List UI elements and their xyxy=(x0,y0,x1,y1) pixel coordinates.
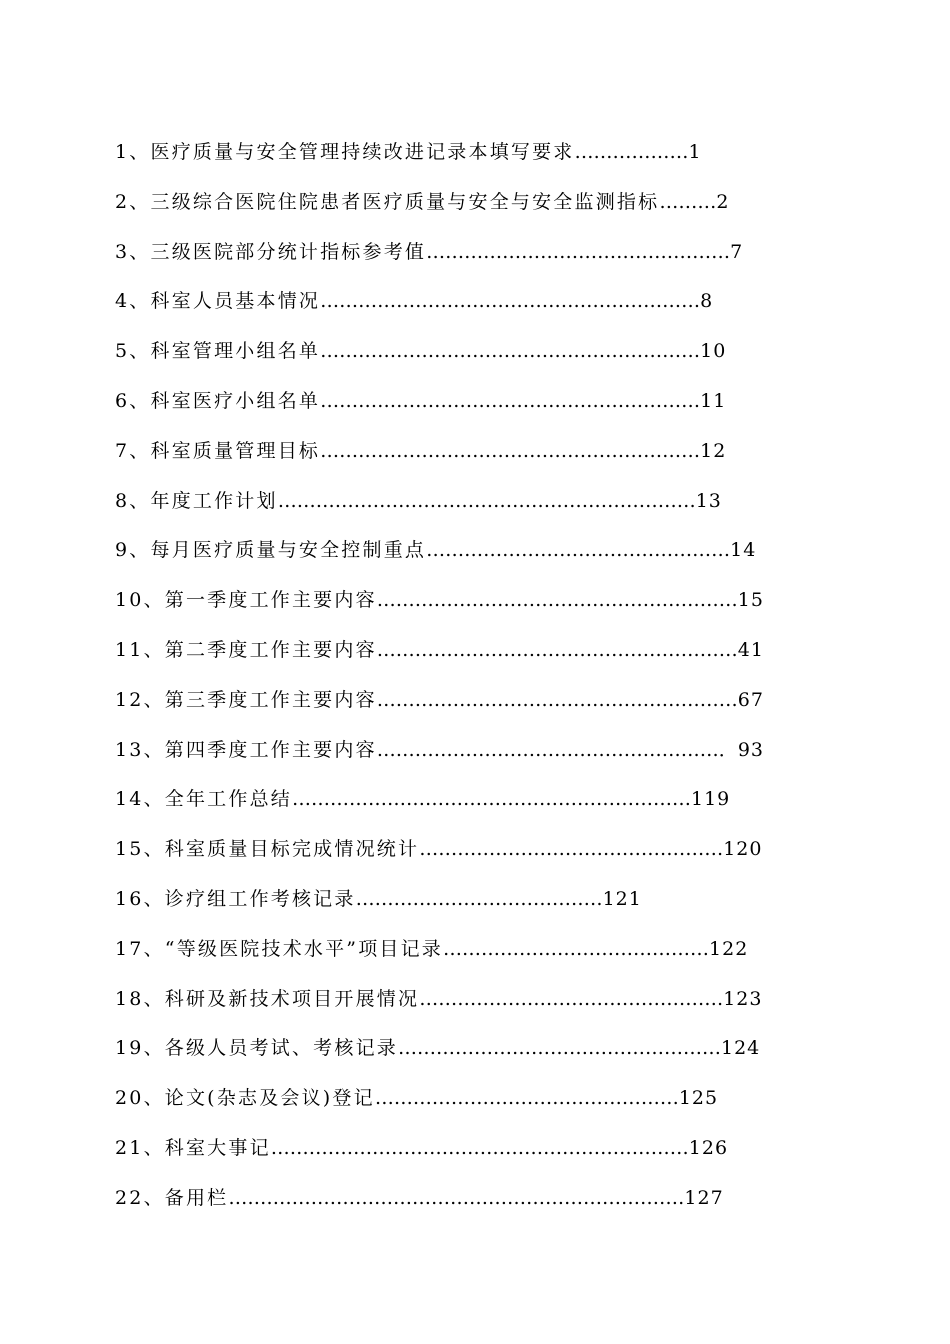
toc-entry-number: 8、 xyxy=(115,489,151,512)
toc-entry-page-number: 11 xyxy=(700,389,727,412)
toc-entry-page-number: 119 xyxy=(690,788,731,811)
toc-entry-title: 科室质量管理目标 xyxy=(150,439,321,462)
toc-entry-leader: ……………………………………………………… xyxy=(291,788,691,811)
toc-entry-title: 每月医疗质量与安全控制重点 xyxy=(150,539,427,562)
toc-entry-title: 医疗质量与安全管理持续改进记录本填写要求 xyxy=(150,141,575,163)
toc-entry-leader: ………………………………………………． xyxy=(376,738,738,761)
toc-entry-page-number: 10 xyxy=(700,340,727,363)
toc-entry-number: 10、 xyxy=(115,589,165,612)
toc-entry-page-number: 93 xyxy=(737,738,764,761)
toc-entry-page-number: 13 xyxy=(695,489,722,512)
toc-entry-page-number: 67 xyxy=(737,688,764,711)
toc-entry-number: 21、 xyxy=(115,1136,165,1159)
toc-entry-title: 第三季度工作主要内容 xyxy=(164,688,377,711)
toc-entry-leader: ……… xyxy=(659,190,717,213)
toc-entry-title: 三级综合医院住院患者医疗质量与安全与安全监测指标 xyxy=(150,190,660,213)
toc-entry-leader: …………………………………… xyxy=(443,937,710,960)
toc-entry-leader: …………………………………………… xyxy=(397,1037,721,1060)
toc-entry-leader: ………………………………………………… xyxy=(376,638,738,661)
toc-entry-title: 第四季度工作主要内容 xyxy=(164,738,377,761)
toc-entry[interactable] xyxy=(115,336,835,386)
toc-entry-title: 诊疗组工作考核记录 xyxy=(164,887,356,910)
toc-entry-title: 全年工作总结 xyxy=(164,788,292,811)
toc-entry-number: 20、 xyxy=(115,1087,165,1110)
toc-entry-page-number: 123 xyxy=(723,987,763,1010)
toc-entry-number: 5、 xyxy=(115,340,151,363)
toc-entry-page-number: 126 xyxy=(688,1136,729,1159)
toc-entry-leader: ………………………………………… xyxy=(426,240,731,263)
toc-entry-page-number: 127 xyxy=(684,1186,724,1209)
toc-entry-page-number: 125 xyxy=(678,1087,719,1110)
toc-entry-page-number: 2 xyxy=(716,190,730,213)
toc-entry-number: 1、 xyxy=(115,141,151,163)
toc-entry[interactable] xyxy=(115,984,835,1034)
toc-entry[interactable] xyxy=(115,685,835,735)
toc-entry-number: 19、 xyxy=(115,1037,165,1060)
toc-entry[interactable] xyxy=(115,1083,835,1133)
toc-entry-page-number: 8 xyxy=(700,290,714,313)
toc-entry-leader: …………………………………………………… xyxy=(320,290,701,313)
toc-entry-leader: ……………………………………………………………… xyxy=(228,1186,685,1209)
toc-entry[interactable] xyxy=(115,486,835,536)
toc-entry-leader: ………………………………… xyxy=(355,887,603,910)
toc-entry-leader: ………………………………………… xyxy=(419,838,724,861)
toc-entry-page-number: 41 xyxy=(737,638,764,661)
toc-entry[interactable] xyxy=(115,1033,835,1083)
toc-entry-number: 12、 xyxy=(115,688,165,711)
toc-entry-title: 科室质量目标完成情况统计 xyxy=(164,838,420,861)
toc-entry-page-number: 7 xyxy=(730,240,744,263)
toc-entry-title: 论文(杂志及会议)登记 xyxy=(164,1087,375,1110)
toc-entry-page-number: 12 xyxy=(700,439,727,462)
toc-entry[interactable] xyxy=(115,137,835,187)
toc-entry[interactable] xyxy=(115,187,835,237)
toc-entry-number: 14、 xyxy=(115,788,165,811)
toc-entry-leader: ……………… xyxy=(574,141,689,163)
toc-entry[interactable] xyxy=(115,1183,835,1233)
toc-entry[interactable] xyxy=(115,884,835,934)
toc-entry-leader: ………………………………………… xyxy=(419,987,724,1010)
toc-entry-number: 4、 xyxy=(115,290,151,313)
toc-entry-leader: ………………………………………… xyxy=(374,1087,679,1110)
toc-entry[interactable] xyxy=(115,436,835,486)
toc-entry-number: 2、 xyxy=(115,190,151,213)
toc-entry-number: 7、 xyxy=(115,439,151,462)
toc-entry-title: 科室人员基本情况 xyxy=(150,290,321,313)
toc-entry-number: 18、 xyxy=(115,987,165,1010)
toc-entry-page-number: 124 xyxy=(720,1037,761,1060)
toc-entry-number: 15、 xyxy=(115,838,165,861)
toc-entry-page-number: 15 xyxy=(737,589,764,612)
toc-entry[interactable] xyxy=(115,735,835,785)
toc-entry-leader: …………………………………………………… xyxy=(320,389,701,412)
toc-entry-leader: ………………………………………… xyxy=(426,539,731,562)
toc-entry-number: 17、 xyxy=(115,937,165,960)
toc-entry-number: 6、 xyxy=(115,389,151,412)
toc-entry-title: 第一季度工作主要内容 xyxy=(164,589,377,612)
toc-entry[interactable] xyxy=(115,286,835,336)
toc-entry[interactable] xyxy=(115,386,835,436)
toc-entry-title: 科室大事记 xyxy=(164,1136,271,1159)
toc-entry-number: 3、 xyxy=(115,240,151,263)
toc-entry-number: 22、 xyxy=(115,1186,165,1209)
toc-entry[interactable] xyxy=(115,237,835,287)
toc-entry-leader: …………………………………………………… xyxy=(320,439,701,462)
toc-entry-page-number: 121 xyxy=(602,887,642,910)
toc-entry-title: 科室管理小组名单 xyxy=(150,340,321,363)
toc-entry[interactable] xyxy=(115,834,835,884)
toc-entry-page-number: 122 xyxy=(709,937,749,960)
toc-entry-title: 科研及新技术项目开展情况 xyxy=(164,987,420,1010)
toc-entry-leader: ………………………………………………………… xyxy=(277,489,696,512)
toc-entry-leader: …………………………………………………… xyxy=(320,340,701,363)
toc-entry[interactable] xyxy=(115,535,835,585)
toc-entry[interactable] xyxy=(115,1133,835,1183)
toc-entry-title: 年度工作计划 xyxy=(150,489,278,512)
toc-entry-title: 各级人员考试、考核记录 xyxy=(164,1037,398,1060)
toc-entry-page-number: 120 xyxy=(723,838,763,861)
toc-entry-leader: ………………………………………………… xyxy=(376,589,738,612)
toc-entry-leader: ………………………………………………………… xyxy=(270,1136,689,1159)
toc-entry-number: 13、 xyxy=(115,738,165,761)
toc-entry-page-number: 1 xyxy=(688,141,702,163)
toc-entry-title: 备用栏 xyxy=(164,1186,229,1209)
toc-entry-title: 第二季度工作主要内容 xyxy=(164,638,377,661)
toc-entry-number: 11、 xyxy=(115,638,165,661)
toc-entry-title: 三级医院部分统计指标参考值 xyxy=(150,240,427,263)
toc-entry-number: 9、 xyxy=(115,539,151,562)
toc-entry-leader: ………………………………………………… xyxy=(376,688,738,711)
toc-entry-title: 科室医疗小组名单 xyxy=(150,389,321,412)
toc-entry[interactable] xyxy=(115,934,835,984)
toc-entry[interactable] xyxy=(115,635,835,685)
toc-entry[interactable] xyxy=(115,585,835,635)
toc-entry-title: “等级医院技术水平”项目记录 xyxy=(164,937,444,960)
toc-entry-page-number: 14 xyxy=(730,539,757,562)
table-of-contents xyxy=(115,137,835,1233)
toc-entry[interactable] xyxy=(115,784,835,834)
toc-entry-number: 16、 xyxy=(115,887,165,910)
